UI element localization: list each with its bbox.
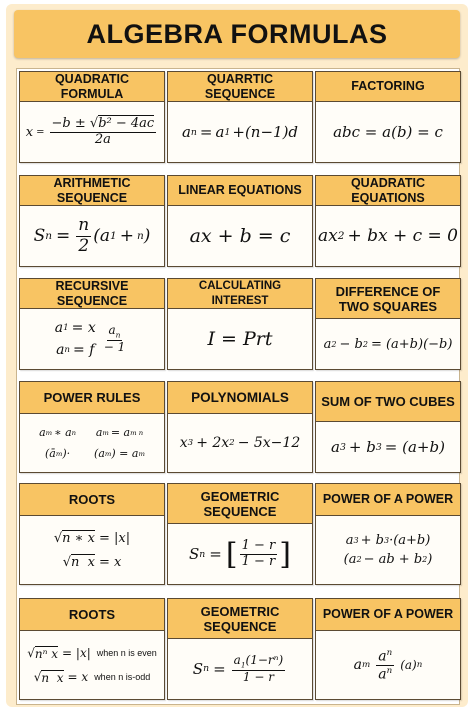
formula-text: n (78, 214, 90, 235)
formula-text: −b ± (51, 115, 86, 131)
formula-text: = (a+b) (384, 438, 445, 456)
card-title: QUADRATIC EQUATIONS (316, 176, 460, 206)
card-title: ROOTS (20, 599, 164, 631)
formula-text: a (95, 426, 103, 439)
card-title: FACTORING (316, 72, 460, 102)
formula-text: + 2x (196, 435, 230, 451)
formula-text: a (323, 336, 332, 352)
formula-text: = (199, 123, 213, 141)
formula-text: = x (71, 320, 96, 336)
formula-text: (ā (45, 447, 56, 460)
card-title: GEOMETRIC SEQUENCE (168, 484, 312, 524)
formula-text: n (64, 345, 71, 355)
formula-text: +(n−1)d (232, 123, 299, 141)
formula-text: 2 (337, 230, 345, 242)
formula-text: 1 (110, 230, 117, 242)
card-title: ARITHMETIC SEQUENCE (20, 176, 164, 206)
formula-text: nⁿ x (34, 646, 59, 661)
formula (316, 206, 460, 266)
formula-text: a (353, 657, 363, 673)
formula (316, 102, 460, 162)
formula-text: (a (94, 447, 105, 460)
formula-text: n (416, 660, 423, 670)
formula (168, 639, 312, 699)
formula-text: a (54, 320, 64, 336)
card-quadratic-equations (315, 175, 461, 267)
card-title: RECURSIVE SEQUENCE (20, 279, 164, 309)
fraction: $\frac{\text{−b ± √b² − 4ac}}{2a}$ (51, 115, 155, 147)
formula-text: 3 (340, 441, 346, 453)
card-title: POWER RULES (20, 382, 164, 414)
formula-text: a (108, 322, 116, 337)
formula-text: 1 (63, 323, 69, 333)
fraction (102, 324, 128, 355)
formula-text: n (136, 230, 144, 242)
formula-text: m (102, 428, 109, 437)
formula-text: + bx + c = 0 (347, 226, 458, 246)
formula-text: S (192, 659, 204, 678)
formula-text: = (36, 126, 45, 138)
formula-text: 2 (422, 555, 428, 564)
formula-text: = f (73, 342, 95, 358)
card-title: SUM OF TWO CUBES (316, 382, 460, 422)
card-linear-equations (167, 175, 313, 267)
card-sum-of-two-cubes (315, 381, 461, 473)
formula-text: ax (318, 226, 338, 246)
card-title: LINEAR EQUATIONS (168, 176, 312, 206)
formula-text: = (209, 545, 222, 563)
formula-text: a (181, 123, 191, 141)
formula-text: S (189, 545, 200, 563)
formula-text: n (386, 665, 393, 676)
formula (316, 516, 460, 584)
formula-text: 3 (353, 536, 359, 545)
formula-text: abc = a(b) = c (333, 123, 443, 141)
formula: √ nⁿ x = |x| when n is even √ n x = x when n is-odd (27, 646, 157, 685)
formula-text: 1 − r (242, 669, 274, 684)
formula-text: = x (98, 554, 122, 570)
formula-text: 1 (224, 126, 231, 138)
card-power-of-a-power-2 (315, 598, 461, 700)
formula-text: (1−rⁿ) (245, 652, 284, 667)
formula-text: n x (70, 555, 95, 570)
formula-text: m n (130, 428, 144, 437)
formula-text: 3 (187, 438, 194, 448)
card-roots (19, 483, 165, 585)
formula (20, 102, 164, 162)
formula-text: m (104, 449, 112, 458)
fraction (76, 216, 91, 256)
formula-text: 2 (356, 555, 362, 564)
formula: S n = [ 1 − r 1 − r ] (189, 536, 291, 572)
formula-text: n x (41, 670, 64, 685)
formula-text: = (a+b)(−b) (370, 336, 453, 352)
formula-text: n (115, 330, 121, 340)
formula-text: + b (348, 438, 376, 456)
formula-text: n (386, 647, 393, 658)
formula-text: = (213, 659, 226, 678)
card-title: POWER OF A POWER (316, 484, 460, 516)
formula-text: S (33, 226, 46, 246)
formula-text: = (56, 226, 71, 246)
formula-text: ) (427, 552, 433, 567)
formula-text: − 1 (103, 339, 126, 354)
formula-note: when n is even (96, 648, 157, 658)
formula-text: a (345, 533, 354, 548)
formula-text: − ab + b (363, 552, 423, 567)
formula-text: 1 − r (241, 553, 276, 569)
card-title: QUARRTIC SEQUENCE (168, 72, 312, 102)
formula-text: 2 (78, 235, 90, 256)
card-quadratic-formula (19, 71, 165, 163)
formula-text: = |x| (98, 530, 131, 546)
card-quarrtic-sequence (167, 71, 313, 163)
formula-text: (a (343, 552, 357, 567)
card-difference-of-two-squares (315, 278, 461, 370)
card-geometric-sequence-2 (167, 598, 313, 700)
formula-text: (a (93, 226, 111, 246)
formula-text: x (179, 435, 188, 451)
formula-text: m (362, 660, 371, 670)
card-arithmetic-sequence (19, 175, 165, 267)
formula-text: m (55, 449, 63, 458)
formula-text: ) = a (111, 447, 139, 460)
formula-text: ) (143, 226, 151, 246)
formula (316, 319, 460, 369)
formula-text: m (45, 428, 53, 437)
formula-text: 2 (229, 438, 235, 448)
formula-text: a (331, 438, 340, 456)
card-factoring (315, 71, 461, 163)
formula (20, 414, 164, 472)
formula (168, 309, 312, 369)
formula (20, 206, 164, 266)
card-title: QUADRATIC FORMULA (20, 72, 164, 102)
formula-text: x (25, 124, 34, 140)
formula-text: n (45, 230, 53, 242)
fraction (232, 654, 286, 685)
page-title: ALGEBRA FORMULAS (14, 10, 460, 58)
formula-text: n (203, 663, 210, 675)
formula (168, 414, 312, 472)
card-geometric-sequence (167, 483, 313, 585)
card-roots-2 (19, 598, 165, 700)
formula-text: = |x| (62, 646, 91, 660)
formula-text: (a) (400, 658, 417, 672)
formula-text: 1 − r (241, 537, 276, 553)
formula-text: − b (339, 336, 363, 352)
card-power-of-a-power (315, 483, 461, 585)
card-polynomials (167, 381, 313, 473)
formula-note: when n is-odd (94, 672, 151, 682)
formula-text: a (378, 648, 387, 665)
formula-text: a (233, 652, 241, 667)
formula-text: − 5x−12 (237, 435, 301, 451)
formula-text: a (39, 426, 46, 439)
formula-text: = a (110, 426, 131, 439)
formula (20, 309, 164, 369)
formula-text: n (190, 126, 197, 138)
formula-text: a (215, 123, 225, 141)
card-title: ROOTS (20, 484, 164, 516)
card-power-rules (19, 381, 165, 473)
fraction (240, 539, 278, 570)
formula-text: 3 (375, 441, 382, 453)
formula (168, 102, 312, 162)
formula (316, 422, 460, 472)
fraction (376, 648, 394, 683)
formula (316, 631, 460, 699)
card-recursive-sequence (19, 278, 165, 370)
card-title: DIFFERENCE OF TWO SQUARES (316, 279, 460, 319)
formula-text: = x (67, 670, 89, 684)
formula-text: ·(a+b) (389, 533, 431, 548)
formula-text: I = Prt (207, 328, 273, 350)
formula-text: a (378, 666, 387, 683)
formula-text: b² − 4ac (98, 115, 155, 131)
formula (168, 206, 312, 266)
formula-text: 2 (362, 339, 368, 349)
formula-text: 2a (94, 131, 111, 147)
card-calculating-interest (167, 278, 313, 370)
formula-text: n ∗ x (62, 531, 95, 546)
formula-grid (16, 68, 460, 705)
formula-text: ax + b = c (189, 225, 291, 247)
card-title: CALCULATING INTEREST (168, 279, 312, 309)
formula-text: 1 (240, 660, 246, 670)
formula-text: n (71, 428, 77, 437)
formula-text: 3 (383, 536, 390, 545)
formula-text: ∗ a (54, 426, 72, 439)
formula-text: 2 (331, 339, 337, 349)
card-title: GEOMETRIC SEQUENCE (168, 599, 312, 639)
card-title: POWER OF A POWER (316, 599, 460, 631)
formula-text: + b (360, 533, 384, 548)
formula: √ n ∗ x = |x| √ n x = x (53, 530, 131, 570)
formula-text: )· (62, 447, 71, 460)
formula-text: a (56, 342, 65, 358)
formula-text: n (199, 548, 206, 560)
card-title: POLYNOMIALS (168, 382, 312, 414)
formula-text: m (138, 449, 145, 458)
formula-text: + (119, 226, 134, 246)
